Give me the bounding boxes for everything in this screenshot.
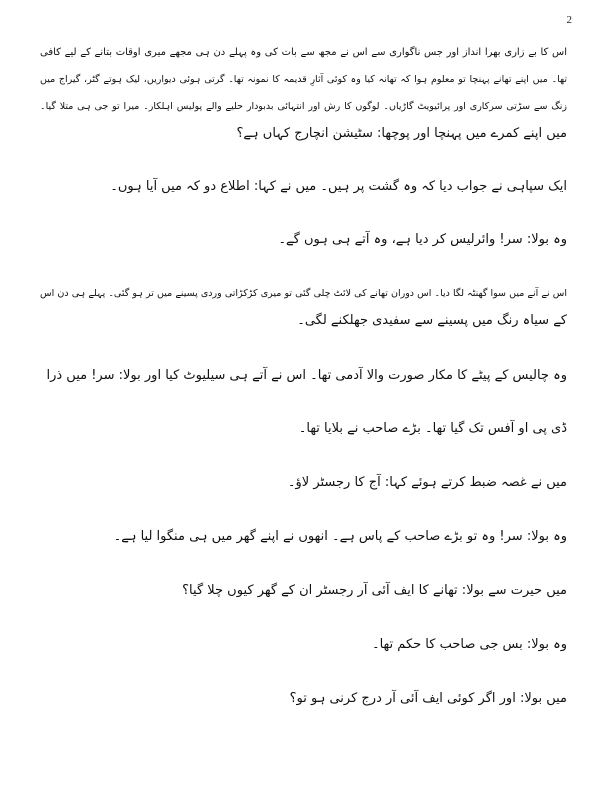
- paragraph-4-line-2: کے سیاہ رنگ میں پسینے سے سفیدی جھلکنے لگی۔: [297, 313, 567, 328]
- paragraph-2-line-1: ایک سپاہی نے جواب دیا کہ وہ گشت پر ہیں۔ میں نے کہا: اطلاع دو کہ میں آیا ہوں۔: [110, 179, 567, 194]
- paragraph-7-line-1: میں نے غصہ ضبط کرتے ہوئے کہا: آج کا رجسٹر لاؤ۔: [287, 475, 567, 490]
- paragraph-8-line-1: وہ بولا: سر! وہ تو بڑے صاحب کے پاس ہے۔ انھوں نے اپنے گھر میں ہی منگوا لیا ہے۔: [113, 529, 567, 544]
- paragraph-5-line-1: وہ چالیس کے پیٹے کا مکار صورت والا آدمی تھا۔ اس نے آتے ہی سیلیوٹ کیا اور بولا: سر! میں ذرا: [46, 368, 567, 383]
- paragraph-6-line-1: ڈی پی او آفس تک گیا تھا۔ بڑے صاحب نے بلایا تھا۔: [298, 421, 567, 436]
- paragraph-1-line-1: اس کا بے زاری بھرا انداز اور جس ناگواری سے اس نے مجھ سے بات کی وہ پہلے دن ہی مجھے میری اوقات بتانے کے لیے کافی: [40, 47, 567, 58]
- paragraph-1-line-2: تھا۔ میں اپنے تھانے پہنچا تو معلوم ہوا کہ تھانہ کیا وہ کوئی آثارِ قدیمہ کا نمونہ تھا۔ گرتی ہوئی دیواریں، لیک ہوتے گٹر، گیراج میں: [40, 74, 567, 85]
- paragraph-9-line-1: میں حیرت سے بولا: تھانے کا ایف آئی آر رجسٹر ان کے گھر کیوں چلا گیا؟: [182, 583, 567, 598]
- page-number: 2: [566, 14, 572, 26]
- paragraph-11-line-1: میں بولا: اور اگر کوئی ایف آئی آر درج کرنی ہو تو؟: [289, 691, 567, 706]
- paragraph-10-line-1: وہ بولا: بس جی صاحب کا حکم تھا۔: [371, 637, 567, 652]
- paragraph-1-line-4: میں اپنے کمرے میں پہنچا اور پوچھا: سٹیشن انچارج کہاں ہے؟: [236, 126, 567, 141]
- paragraph-4-line-1: اس نے آنے میں سوا گھنٹہ لگا دیا۔ اس دوران تھانے کی لائٹ چلی گئی تو میری کڑکڑاتی وردی پسینے میں تر ہو گئی۔ پہلے ہی دن اس: [40, 288, 567, 299]
- paragraph-1-line-3: زنگ سے سڑتی سرکاری اور پرائیویٹ گاڑیاں۔ لوگوں کا رش اور انتہائی بدبودار حلیے والے پولیس اہلکار۔ میرا تو جی ہی متلا گیا۔: [40, 101, 567, 112]
- paragraph-3-line-1: وہ بولا: سر! وائرلیس کر دیا ہے، وہ آتے ہی ہوں گے۔: [278, 232, 567, 247]
